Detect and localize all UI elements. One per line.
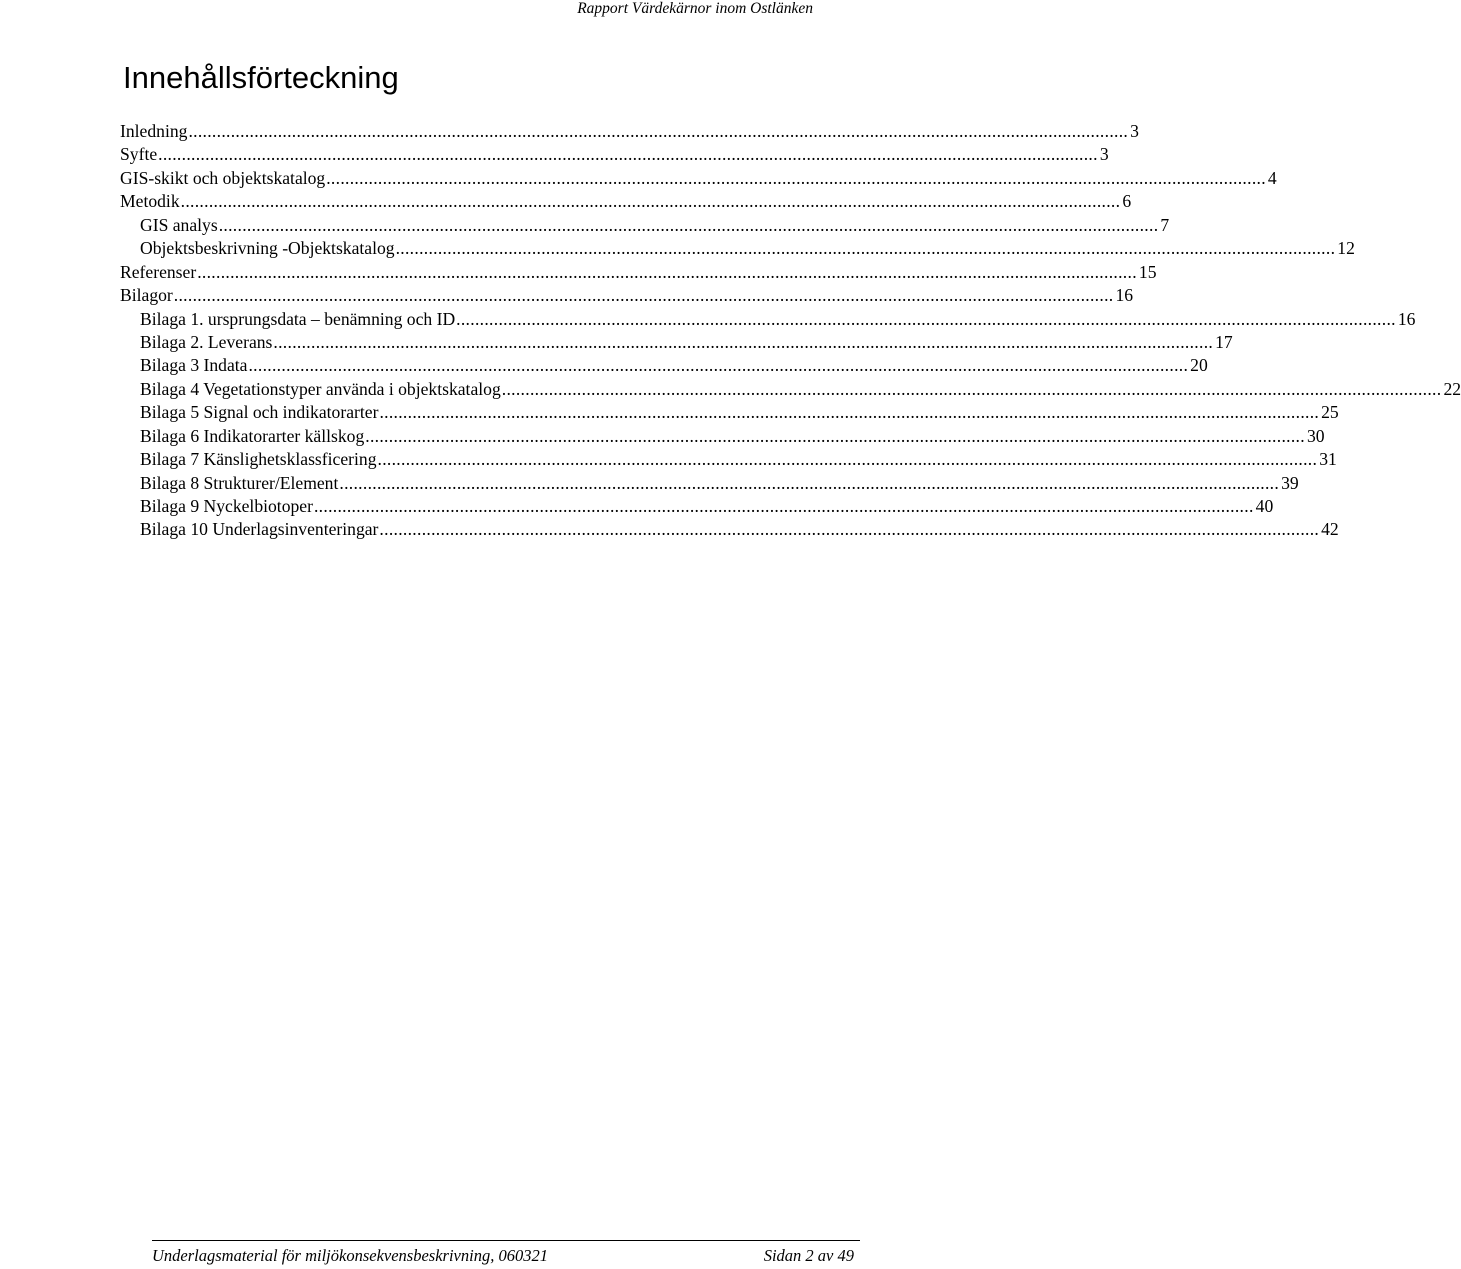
toc-leader: ........................................................................................................................................................................................................ bbox=[326, 167, 1266, 188]
toc-leader: ........................................................................................................................................................................................................ bbox=[379, 402, 1320, 423]
toc-entry[interactable] bbox=[120, 261, 1157, 284]
toc-entry[interactable] bbox=[120, 308, 1416, 331]
toc-leader: ........................................................................................................................................................................................................ bbox=[501, 378, 1442, 399]
toc-leader: ........................................................................................................................................................................................................ bbox=[379, 519, 1320, 540]
toc-leader: ........................................................................................................................................................................................................ bbox=[339, 472, 1280, 493]
toc-entry-text: Bilaga 3 Indata bbox=[140, 355, 248, 376]
toc-entry[interactable] bbox=[120, 495, 1274, 518]
toc-entry-text: Bilagor bbox=[120, 285, 173, 306]
toc-entry-text: Metodik bbox=[120, 191, 180, 212]
toc-leader: ........................................................................................................................................................................................................ bbox=[456, 308, 1396, 329]
toc-leader: ........................................................................................................................................................................................................ bbox=[377, 449, 1318, 470]
toc-entry[interactable] bbox=[120, 214, 1170, 237]
toc-entry-page: 4 bbox=[1267, 167, 1277, 188]
toc-entry-text: Bilaga 10 Underlagsinventeringar bbox=[140, 519, 379, 540]
toc-entry[interactable] bbox=[120, 120, 1139, 143]
toc-leader: ........................................................................................................................................................................................................ bbox=[173, 285, 1114, 306]
toc-entry-page: 40 bbox=[1255, 496, 1274, 516]
toc-entry-page: 17 bbox=[1215, 331, 1233, 352]
toc-entry[interactable] bbox=[120, 284, 1134, 307]
toc-leader: ........................................................................................................................................................................................................ bbox=[248, 355, 1189, 376]
toc-entry[interactable] bbox=[120, 237, 1355, 260]
toc-entry-page: 16 bbox=[1115, 285, 1134, 306]
toc-entry-page: 3 bbox=[1130, 121, 1139, 141]
toc-entry[interactable] bbox=[120, 472, 1299, 495]
toc-entry-page: 42 bbox=[1321, 519, 1339, 540]
toc-entry-text: Bilaga 2. Leverans bbox=[140, 331, 273, 352]
toc-entry[interactable] bbox=[120, 331, 1233, 354]
toc-entry[interactable] bbox=[120, 143, 1109, 166]
toc-leader: ........................................................................................................................................................................................................ bbox=[197, 261, 1137, 282]
toc-entry[interactable] bbox=[120, 354, 1208, 377]
toc-entry-text: Syfte bbox=[120, 144, 158, 165]
toc-entry-text: Referenser bbox=[120, 261, 197, 282]
toc-entry-text: Objektsbeskrivning -Objektskatalog bbox=[140, 238, 395, 259]
toc-entry-page: 15 bbox=[1138, 261, 1157, 282]
toc-entry-page: 12 bbox=[1337, 238, 1355, 259]
running-header: Rapport Värdekärnor inom Ostlänken bbox=[577, 0, 813, 17]
toc-entry-text: Bilaga 6 Indikatorarter källskog bbox=[140, 425, 365, 446]
toc-entry[interactable] bbox=[120, 401, 1339, 424]
toc-entry-page: 3 bbox=[1099, 144, 1109, 165]
toc-entry-page: 22 bbox=[1443, 378, 1461, 399]
toc-entry-text: Bilaga 4 Vegetationstyper använda i objektskatalog bbox=[140, 378, 501, 399]
toc-leader: ........................................................................................................................................................................................................ bbox=[313, 496, 1254, 516]
toc-leader: ........................................................................................................................................................................................................ bbox=[158, 144, 1098, 165]
toc-entry[interactable] bbox=[120, 518, 1339, 541]
table-of-contents bbox=[120, 120, 1461, 542]
toc-entry[interactable] bbox=[120, 425, 1325, 448]
toc-leader: ........................................................................................................................................................................................................ bbox=[365, 425, 1305, 446]
toc-entry[interactable] bbox=[120, 378, 1461, 401]
toc-entry-page: 16 bbox=[1397, 308, 1416, 329]
toc-leader: ........................................................................................................................................................................................................ bbox=[218, 214, 1159, 235]
toc-entry-page: 6 bbox=[1122, 191, 1132, 212]
toc-entry[interactable] bbox=[120, 167, 1277, 190]
page-title: Innehållsförteckning bbox=[123, 60, 399, 95]
footer-divider bbox=[152, 1240, 860, 1241]
toc-entry-page: 30 bbox=[1306, 425, 1325, 446]
toc-entry[interactable] bbox=[120, 448, 1337, 471]
footer-page-number: Sidan 2 av 49 bbox=[763, 1246, 854, 1265]
toc-leader: ........................................................................................................................................................................................................ bbox=[395, 238, 1336, 259]
toc-entry-text: Bilaga 1. ursprungsdata – benämning och ID bbox=[140, 308, 456, 329]
toc-entry-page: 20 bbox=[1190, 355, 1208, 376]
toc-leader: ........................................................................................................................................................................................................ bbox=[180, 191, 1121, 212]
toc-entry-text: GIS-skikt och objektskatalog bbox=[120, 167, 326, 188]
toc-leader: ........................................................................................................................................................................................................ bbox=[273, 331, 1214, 352]
toc-entry-text: Bilaga 8 Strukturer/Element bbox=[140, 472, 339, 493]
toc-entry-text: Bilaga 7 Känslighetsklassficering bbox=[140, 449, 377, 470]
toc-entry-page: 25 bbox=[1321, 402, 1339, 423]
toc-entry-text: Inledning bbox=[120, 121, 188, 141]
page-footer bbox=[152, 1244, 854, 1268]
toc-entry-page: 31 bbox=[1319, 449, 1337, 470]
toc-entry[interactable] bbox=[120, 190, 1132, 213]
toc-leader: ........................................................................................................................................................................................................ bbox=[188, 121, 1129, 141]
toc-entry-text: Bilaga 5 Signal och indikatorarter bbox=[140, 402, 379, 423]
footer-document-label: Underlagsmaterial för miljökonsekvensbeskrivning, 060321 bbox=[152, 1246, 548, 1265]
toc-entry-text: GIS analys bbox=[140, 214, 218, 235]
toc-entry-page: 39 bbox=[1281, 472, 1299, 493]
toc-entry-text: Bilaga 9 Nyckelbiotoper bbox=[140, 496, 313, 516]
toc-entry-page: 7 bbox=[1160, 214, 1170, 235]
